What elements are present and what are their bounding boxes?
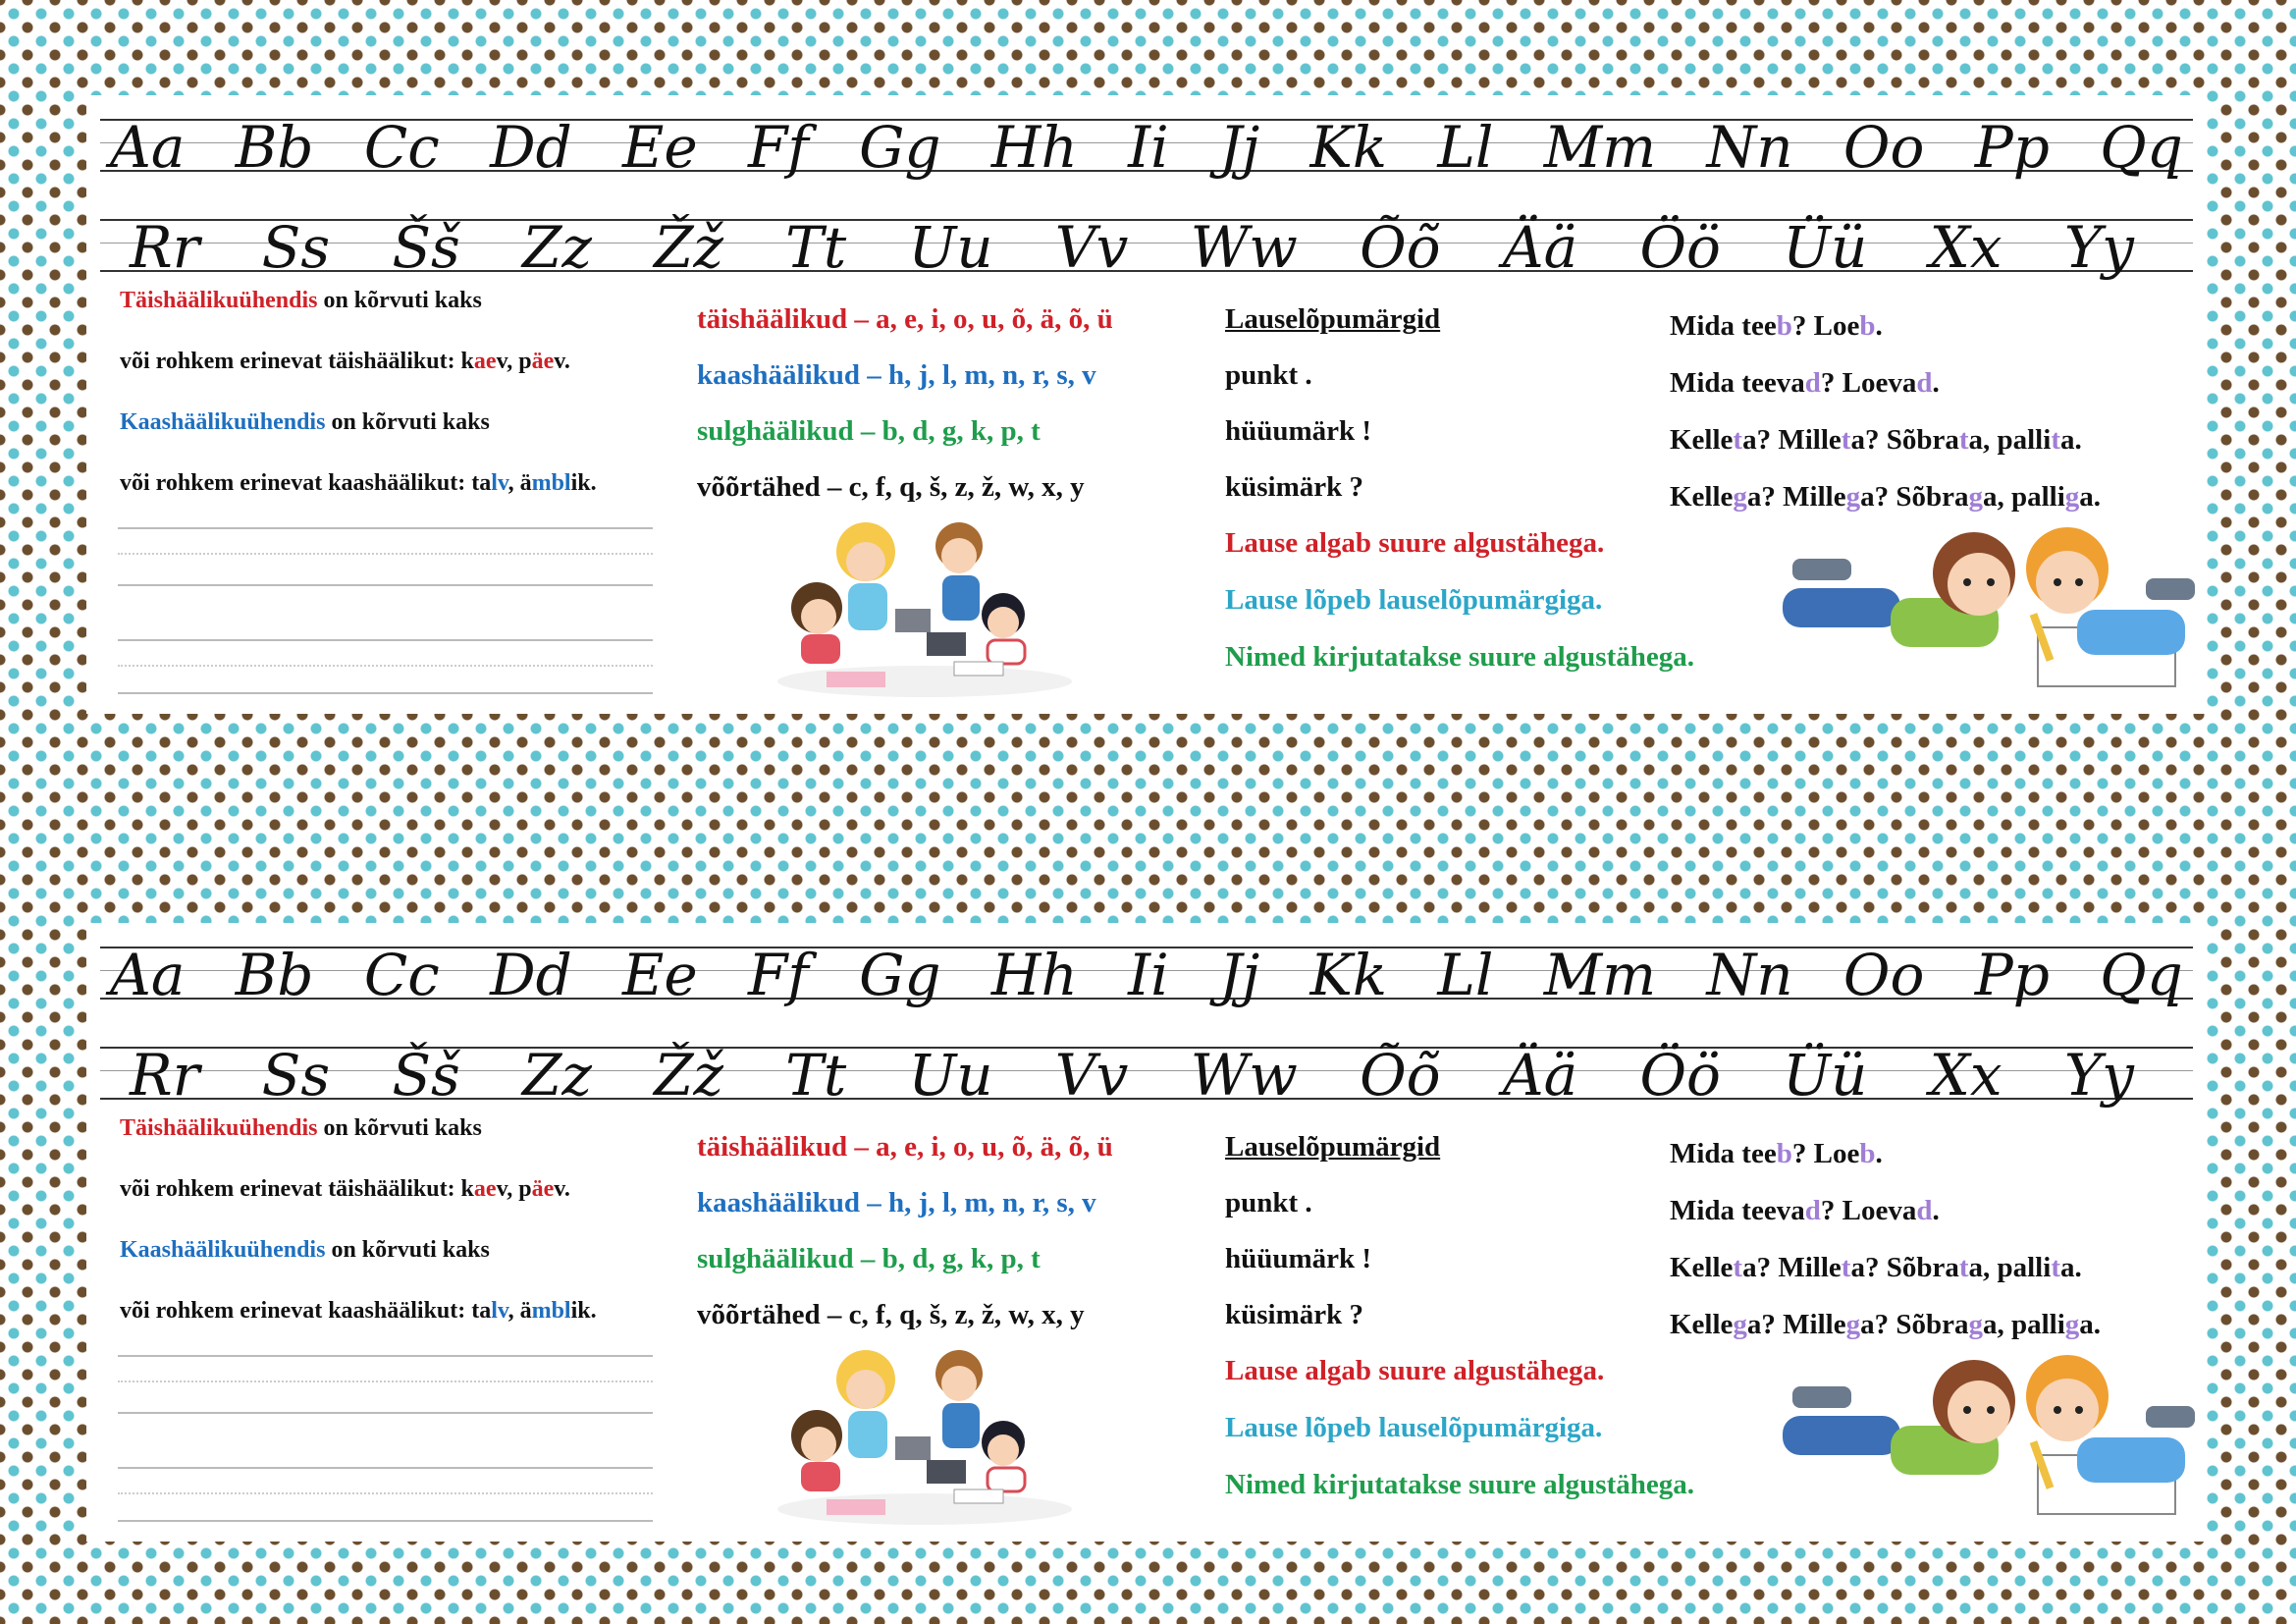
cursive-letter-pair: Ff [748, 114, 809, 181]
definition-line: või rohkem erinevat kaashäälikut: talv, ämblik. [120, 1298, 597, 1324]
definition-line: või rohkem erinevat täishäälikut: kaev, päev. [120, 1176, 570, 1202]
cursive-letter-pair: Üü [1783, 214, 1868, 281]
question-text: a. [2079, 481, 2102, 513]
question-text: ? Loeva [1820, 367, 1917, 399]
cursive-alphabet-row-2 [100, 199, 2193, 286]
cursive-letter-pair: Pp [1974, 942, 2050, 1008]
cursive-letter-pair: Vv [1054, 214, 1129, 281]
exclamation-line: hüüumärk ! [1225, 1243, 1372, 1274]
cursive-letter-pair: Yy [2063, 214, 2134, 281]
cursive-letter-pair: Ww [1190, 214, 1298, 281]
question-line-3 [1670, 424, 2200, 457]
cursive-alphabet-row-1 [100, 927, 2193, 1013]
sentence-rules [1225, 527, 1794, 698]
cursive-letter-pair: Vv [1054, 1042, 1129, 1109]
cursive-letter-pair: Zz [522, 1042, 592, 1109]
consonants-line: kaashäälikud – h, j, l, m, n, r, s, v [697, 1187, 1096, 1218]
exclamation-line: hüüumärk ! [1225, 415, 1372, 447]
highlighted-ending: t [1841, 424, 1851, 456]
cursive-letter-pair: Ll [1437, 942, 1494, 1008]
question-text: a? Sõbra [1850, 424, 1959, 456]
question-line-2 [1670, 1195, 2200, 1227]
cursive-letter-pair: Ee [622, 942, 698, 1008]
cursive-letter-pair: Öö [1639, 1042, 1721, 1109]
question-text: a? Mille [1742, 424, 1842, 456]
highlighted-ending: d [1804, 1195, 1821, 1226]
definition-line: Kaashäälikuühendis on kõrvuti kaks [120, 1237, 490, 1263]
cursive-letter-pair: Tt [785, 214, 847, 281]
cursive-letter-pair: Bb [235, 114, 314, 181]
definition-line: Täishäälikuühendis on kõrvuti kaks [120, 288, 482, 313]
cursive-letter-pair: Pp [1974, 114, 2050, 181]
question-text: a, palli [1968, 424, 2052, 456]
highlighted-ending: t [2051, 424, 2060, 456]
highlighted-ending: g [1845, 1309, 1861, 1340]
cursive-letter-pair: Jj [1218, 942, 1260, 1008]
cursive-letter-pair: Ää [1502, 1042, 1578, 1109]
cursive-letter-pair: Üü [1783, 1042, 1868, 1109]
question-text: a? Sõbra [1850, 1252, 1959, 1283]
question-text: a, palli [1968, 1252, 2052, 1283]
highlighted-ending: g [1733, 1309, 1747, 1340]
question-text: Kelle [1670, 481, 1734, 513]
definition-line: või rohkem erinevat kaashäälikut: talv, ämblik. [120, 470, 597, 496]
reference-strip-top [86, 95, 2207, 714]
stops-line: sulghäälikud – b, d, g, k, p, t [697, 415, 1041, 447]
highlighted-ending: g [1845, 481, 1861, 513]
kids-reading-laptop-illustration [758, 514, 1092, 701]
definition-line: Kaashäälikuühendis on kõrvuti kaks [120, 409, 490, 435]
question-line-1 [1670, 1138, 2200, 1170]
highlighted-ending: d [1916, 367, 1933, 399]
question-line-1 [1670, 310, 2200, 343]
highlighted-ending: t [1958, 1252, 1969, 1283]
cursive-letter-pair: Öö [1639, 214, 1721, 281]
highlighted-ending: t [1733, 1252, 1743, 1283]
highlighted-ending: t [1958, 424, 1969, 456]
question-text: ? Loe [1791, 1138, 1860, 1169]
rule-names-capital: Nimed kirjutatakse suure algustähega. [1225, 641, 1694, 673]
cursive-letter-pair: Tt [785, 1042, 847, 1109]
rule-capital-start: Lause algab suure algustähega. [1225, 1355, 1605, 1386]
highlighted-ending: t [1841, 1252, 1851, 1283]
question-text: Mida tee [1670, 310, 1777, 342]
question-text: . [1932, 1195, 1940, 1226]
punctuation-heading: Lauselõpumärgid [1225, 303, 1441, 335]
question-text: a? Mille [1746, 481, 1846, 513]
question-text: Kelle [1670, 1309, 1734, 1340]
highlighted-ending: g [1968, 1309, 1983, 1340]
question-text: Mida teeva [1670, 1195, 1805, 1226]
question-text: . [1932, 367, 1940, 399]
question-text: a. [2059, 424, 2082, 456]
question-text: a? Mille [1746, 1309, 1846, 1340]
sentence-rules [1225, 1355, 1794, 1526]
cursive-letter-pair: Aa [110, 942, 186, 1008]
question-text: ? Loe [1791, 310, 1860, 342]
cursive-letter-pair: Qq [2100, 942, 2183, 1008]
question-line-4 [1670, 1309, 2200, 1341]
cursive-letter-pair: Ii [1128, 114, 1169, 181]
cursive-letter-pair: Xx [1929, 1042, 2002, 1109]
cursive-alphabet-row-2 [100, 1027, 2193, 1113]
question-line-4 [1670, 481, 2200, 514]
cursive-letter-pair: Ää [1502, 214, 1578, 281]
question-endings [1670, 1138, 2200, 1366]
cursive-letter-pair: Šš [392, 1042, 460, 1109]
kids-lying-writing-illustration [1773, 519, 2203, 696]
cursive-letter-pair: Šš [392, 214, 460, 281]
rule-capital-start: Lause algab suure algustähega. [1225, 527, 1605, 559]
punctuation-heading: Lauselõpumärgid [1225, 1131, 1441, 1163]
cursive-letter-pair: Kk [1309, 114, 1387, 181]
highlighted-ending: b [1859, 1138, 1876, 1169]
rule-names-capital: Nimed kirjutatakse suure algustähega. [1225, 1469, 1694, 1500]
cursive-letter-pair: Žž [654, 1042, 723, 1109]
cursive-letter-pair: Nn [1706, 114, 1793, 181]
foreign-letters-line: võõrtähed – c, f, q, š, z, ž, w, x, y [697, 1299, 1085, 1330]
question-text: Kelle [1670, 1252, 1734, 1283]
question-endings [1670, 310, 2200, 538]
letter-groups [697, 1131, 1207, 1355]
cursive-alphabet-row-1 [100, 99, 2193, 186]
writing-lines [118, 527, 653, 694]
cursive-letter-pair: Ss [261, 214, 331, 281]
period-line: punkt . [1225, 1187, 1312, 1218]
highlighted-ending: g [2064, 1309, 2080, 1340]
cursive-letter-pair: Aa [110, 114, 186, 181]
highlighted-ending: g [1968, 481, 1983, 513]
highlighted-ending: t [1733, 424, 1743, 456]
highlighted-ending: b [1776, 1138, 1792, 1169]
question-line: küsimärk ? [1225, 471, 1364, 503]
cursive-letter-pair: Uu [908, 1042, 993, 1109]
highlighted-ending: b [1859, 310, 1876, 342]
definition-line: Täishäälikuühendis on kõrvuti kaks [120, 1115, 482, 1141]
cursive-letter-pair: Nn [1706, 942, 1793, 1008]
vowels-line: täishäälikud – a, e, i, o, u, õ, ä, õ, ü [697, 303, 1113, 335]
question-text: a. [2059, 1252, 2082, 1283]
question-text: a. [2079, 1309, 2102, 1340]
cursive-letter-pair: Gg [859, 942, 941, 1008]
cursive-letter-pair: Mm [1543, 942, 1657, 1008]
cursive-letter-pair: Ee [622, 114, 698, 181]
foreign-letters-line: võõrtähed – c, f, q, š, z, ž, w, x, y [697, 471, 1085, 503]
kids-reading-laptop-illustration [758, 1342, 1092, 1529]
rule-end-mark: Lause lõpeb lauselõpumärgiga. [1225, 1412, 1603, 1443]
cursive-letter-pair: Qq [2100, 114, 2183, 181]
cursive-letter-pair: Zz [522, 214, 592, 281]
vowels-line: täishäälikud – a, e, i, o, u, õ, ä, õ, ü [697, 1131, 1113, 1163]
rule-end-mark: Lause lõpeb lauselõpumärgiga. [1225, 584, 1603, 616]
question-text: ? Loeva [1820, 1195, 1917, 1226]
stops-line: sulghäälikud – b, d, g, k, p, t [697, 1243, 1041, 1274]
cursive-letter-pair: Yy [2063, 1042, 2134, 1109]
cursive-letter-pair: Uu [908, 214, 993, 281]
question-line-3 [1670, 1252, 2200, 1284]
cursive-letter-pair: Ii [1128, 942, 1169, 1008]
highlighted-ending: d [1804, 367, 1821, 399]
question-text: Kelle [1670, 424, 1734, 456]
diphthong-definitions [120, 1115, 650, 1359]
question-text: a? Sõbra [1860, 481, 1969, 513]
cursive-letter-pair: Žž [654, 214, 723, 281]
highlighted-ending: g [2064, 481, 2080, 513]
cursive-letter-pair: Ss [261, 1042, 331, 1109]
cursive-letter-pair: Õõ [1360, 214, 1441, 281]
cursive-letter-pair: Xx [1929, 214, 2002, 281]
cursive-letter-pair: Jj [1218, 114, 1260, 181]
cursive-letter-pair: Kk [1309, 942, 1387, 1008]
letter-groups [697, 303, 1207, 527]
cursive-letter-pair: Hh [990, 114, 1078, 181]
question-text: . [1875, 1138, 1883, 1169]
diphthong-definitions [120, 288, 650, 531]
cursive-letter-pair: Dd [490, 942, 572, 1008]
cursive-letter-pair: Rr [130, 1042, 200, 1109]
question-text: a, palli [1982, 481, 2065, 513]
question-text: Mida tee [1670, 1138, 1777, 1169]
cursive-letter-pair: Mm [1543, 114, 1657, 181]
consonants-line: kaashäälikud – h, j, l, m, n, r, s, v [697, 359, 1096, 391]
cursive-letter-pair: Cc [363, 942, 440, 1008]
cursive-letter-pair: Ll [1437, 114, 1494, 181]
kids-lying-writing-illustration [1773, 1347, 2203, 1524]
highlighted-ending: d [1916, 1195, 1933, 1226]
highlighted-ending: b [1776, 310, 1792, 342]
period-line: punkt . [1225, 359, 1312, 391]
cursive-letter-pair: Hh [990, 942, 1078, 1008]
question-line: küsimärk ? [1225, 1299, 1364, 1330]
cursive-letter-pair: Gg [859, 114, 941, 181]
question-line-2 [1670, 367, 2200, 400]
definition-line: või rohkem erinevat täishäälikut: kaev, päev. [120, 349, 570, 374]
cursive-letter-pair: Oo [1842, 942, 1925, 1008]
cursive-letter-pair: Ff [748, 942, 809, 1008]
question-text: a, palli [1982, 1309, 2065, 1340]
question-text: a? Mille [1742, 1252, 1842, 1283]
cursive-letter-pair: Oo [1842, 114, 1925, 181]
highlighted-ending: g [1733, 481, 1747, 513]
question-text: . [1875, 310, 1883, 342]
question-text: Mida teeva [1670, 367, 1805, 399]
cursive-letter-pair: Bb [235, 942, 314, 1008]
writing-lines [118, 1355, 653, 1522]
cursive-letter-pair: Cc [363, 114, 440, 181]
cursive-letter-pair: Rr [130, 214, 200, 281]
highlighted-ending: t [2051, 1252, 2060, 1283]
cursive-letter-pair: Dd [490, 114, 572, 181]
question-text: a? Sõbra [1860, 1309, 1969, 1340]
cursive-letter-pair: Õõ [1360, 1042, 1441, 1109]
reference-strip-bottom [86, 923, 2207, 1542]
cursive-letter-pair: Ww [1190, 1042, 1298, 1109]
